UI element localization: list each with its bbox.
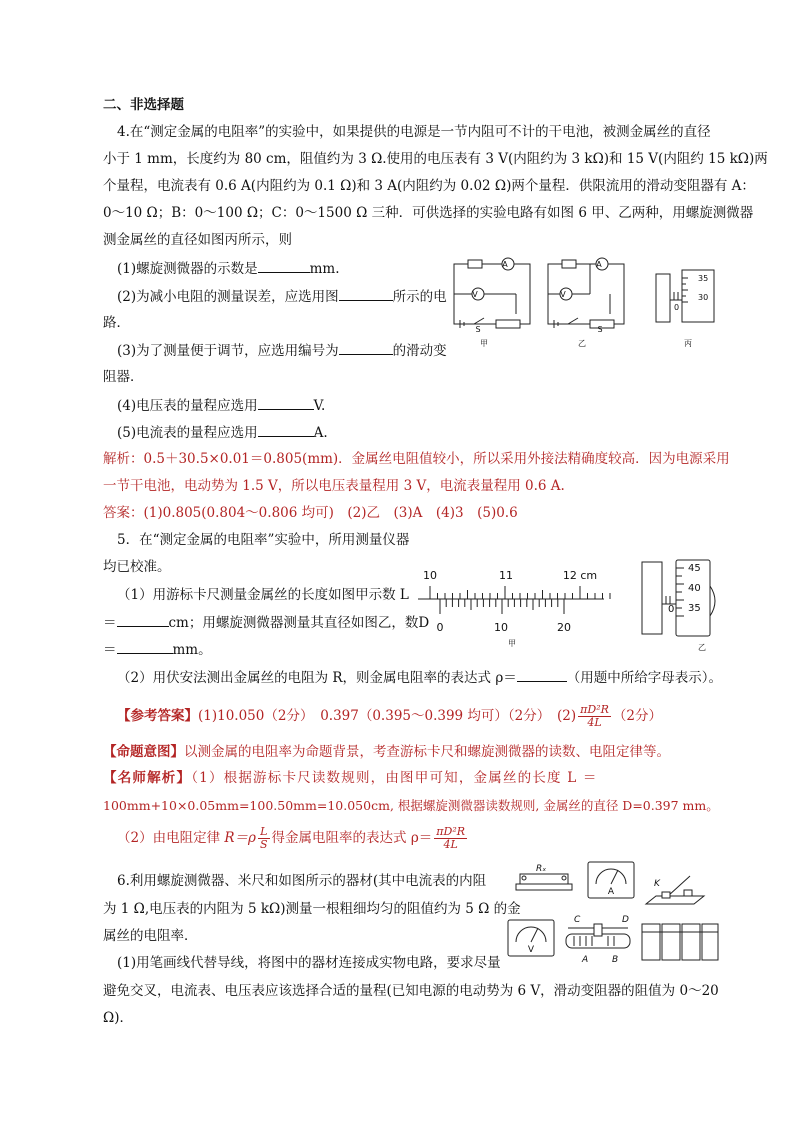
answer-blank[interactable]	[339, 288, 393, 301]
svg-text:45: 45	[688, 563, 701, 574]
vernier-caliper-figure	[418, 568, 608, 648]
svg-text:甲: 甲	[508, 639, 516, 648]
q6-line-1: 6.利用螺旋测微器、米尺和如图所示的器材(其中电流表的内阻	[117, 873, 487, 889]
svg-text:丙: 丙	[684, 339, 692, 348]
svg-text:40: 40	[688, 583, 701, 594]
svg-text:12 cm: 12 cm	[562, 569, 598, 582]
battery	[642, 924, 718, 960]
svg-text:0: 0	[436, 621, 444, 634]
svg-text:35: 35	[688, 603, 701, 614]
q4-line-5: 测金属丝的直径如图丙所示，则	[103, 232, 292, 248]
svg-text:A: A	[607, 887, 615, 897]
q4-line-4: 0～10 Ω；B：0～100 Ω；C：0～1500 Ω 三种．可供选择的实验电路有如图 6 甲、乙两种，用螺旋测微器	[103, 205, 754, 221]
svg-text:A: A	[596, 260, 602, 269]
svg-text:C: C	[574, 915, 581, 925]
circuit-labels	[472, 260, 692, 348]
q5-line-1: 5．在“测定金属的电阻率”实验中，所用测量仪器	[117, 532, 410, 548]
svg-text:30: 30	[698, 293, 709, 302]
micrometer-figure	[640, 556, 720, 652]
circuit-jia	[454, 258, 530, 328]
q6-sub1-line3: Ω)．	[103, 1010, 133, 1026]
rho-fraction: $\frac{\text{πD²R}}{4L}$	[580, 703, 609, 729]
svg-text:D: D	[622, 915, 629, 925]
svg-text:11: 11	[499, 569, 513, 582]
q4-sub3: (3)为了测量便于调节，应选用编号为 的滑动变	[117, 343, 447, 359]
q4-line-3: 个量程，电流表有 0.6 A(内阻约为 0.1 Ω)和 3 A(内阻约为 0.02 Ω)两个量程．供限流用的滑动变阻器有 A：	[103, 178, 755, 194]
q4-sub3-line2: 阻器．	[103, 369, 144, 385]
svg-text:K: K	[654, 879, 660, 889]
svg-text:10: 10	[494, 621, 508, 634]
q4-analysis-1: 解析：0.5＋30.5×0.01＝0.805(mm)．金属丝电阻值较小，所以采用外接法精确度较高．因为电源采用	[103, 451, 730, 467]
equipment-figure	[508, 862, 720, 976]
svg-text:S: S	[475, 325, 481, 334]
q5-sub1-line1: （1）用游标卡尺测量金属丝的长度如图甲示数 L	[117, 587, 409, 603]
svg-text:20: 20	[557, 621, 571, 634]
q6-sub1-line1: (1)用笔画线代替导线，将图中的器材连接成实物电路，要求尽量	[117, 955, 501, 971]
q5-intent: 【命题意图】以测金属的电阻率为命题背景，考查游标卡尺和螺旋测微器的读数、电阻定律等。	[103, 744, 670, 760]
q4-sub5: (5)电流表的量程应选用 A.	[117, 425, 328, 441]
answer-blank[interactable]	[258, 424, 314, 437]
svg-text:0: 0	[668, 604, 675, 615]
svg-text:0: 0	[674, 303, 680, 312]
q5-sub1-line3: ＝ mm。	[103, 642, 212, 658]
svg-text:乙: 乙	[578, 339, 586, 348]
q4-sub2: (2)为减小电阻的测量误差，应选用图 所示的电	[117, 289, 447, 305]
answer-blank[interactable]	[117, 614, 169, 627]
section-title: 二、非选择题	[103, 97, 184, 113]
svg-text:V: V	[472, 290, 478, 299]
svg-text:甲: 甲	[480, 339, 488, 348]
svg-text:Rₓ: Rₓ	[536, 864, 547, 874]
svg-text:乙: 乙	[698, 643, 706, 652]
q4-line-1: 4.在“测定金属的电阻率”的实验中，如果提供的电源是一节内阻可不计的干电池，被测金属丝的直径	[117, 124, 711, 140]
answer-blank[interactable]	[258, 397, 314, 410]
q5-sub1-line2: ＝ cm；用螺旋测微器测量其直径如图乙，数D	[103, 615, 430, 631]
resistor-rx	[516, 874, 572, 890]
q4-answer: 答案：(1)0.805(0.804～0.806 均可) (2)乙 (3)A (4)3 (5)0.6	[103, 505, 518, 521]
q5-teacher-1: 【名师解析】（1）根据游标卡尺读数规则，由图甲可知，金属丝的长度 L ＝	[103, 770, 598, 786]
circuit-figures	[452, 258, 720, 350]
answer-blank[interactable]	[517, 669, 567, 682]
q6-line-3: 属丝的电阻率．	[103, 928, 198, 944]
q4-sub4: (4)电压表的量程应选用 V.	[117, 398, 326, 414]
q5-reference-answer: 【参考答案】(1)10.050（2分） 0.397（0.395～0.399 均可）（2分） (2) $\frac{\text{πD²R}}{4L}$ （2分）	[117, 703, 662, 729]
svg-text:35: 35	[698, 274, 709, 283]
answer-blank[interactable]	[258, 260, 310, 273]
q4-line-2: 小于 1 mm，长度约为 80 cm，阻值约为 3 Ω.使用的电压表有 3 V(内阻约为 3 kΩ)和 15 V(内阻约 15 kΩ)两	[103, 151, 768, 167]
svg-text:10: 10	[423, 569, 437, 582]
q5-line-2: 均已校准。	[103, 559, 171, 575]
svg-text:A: A	[582, 955, 589, 965]
svg-text:S: S	[597, 325, 603, 334]
q6-line-2: 为 1 Ω,电压表的内阻为 5 kΩ)测量一根粗细均匀的阻值约为 5 Ω 的金	[103, 901, 521, 917]
q4-sub2-line2: 路．	[103, 315, 130, 331]
svg-text:V: V	[560, 290, 566, 299]
q4-analysis-2: 一节干电池，电动势为 1.5 V，所以电压表量程用 3 V，电流表量程用 0.6 A.	[103, 478, 565, 494]
q5-teacher-2: 100mm+10×0.05mm=100.50mm=10.050cm, 根据螺旋测微器读数规则, 金属丝的直径 D=0.397 mm。	[103, 798, 719, 813]
q6-sub1-line2: 避免交叉，电流表、电压表应该选择合适的量程(已知电源的电动势为 6 V，滑动变阻器的阻值为 0～20	[103, 983, 719, 999]
q5-sub2: （2）用伏安法测出金属丝的电阻为 R，则金属电阻率的表达式 ρ＝ （用题中所给字母表示）。	[117, 670, 723, 686]
svg-text:B: B	[612, 955, 619, 965]
svg-text:A: A	[502, 260, 508, 269]
answer-blank[interactable]	[117, 641, 173, 654]
answer-blank[interactable]	[339, 342, 393, 355]
rheostat	[566, 924, 630, 948]
q5-teacher-3: （2）由电阻定律 R＝ρ $\frac{L}{S}$ 得金属电阻率的表达式 ρ＝ $\frac{\text{πD²R}}{4L}$	[117, 825, 466, 851]
q4-sub1: (1)螺旋测微器的示数是 mm.	[117, 261, 340, 277]
svg-text:V: V	[527, 945, 535, 955]
